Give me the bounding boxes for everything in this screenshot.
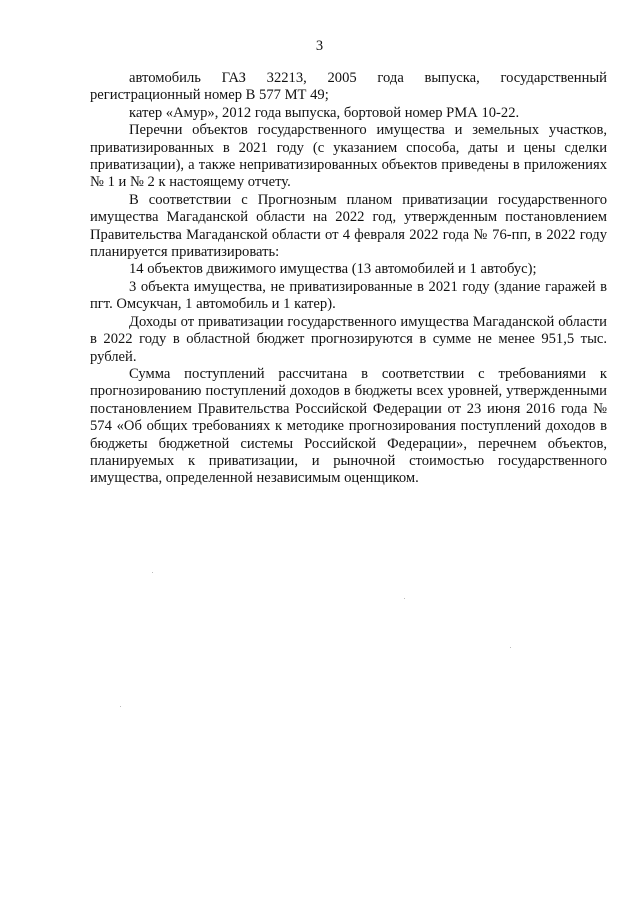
scan-speck: [404, 598, 405, 599]
scan-speck: [152, 572, 153, 573]
paragraph-movable-property: 14 объектов движимого имущества (13 автомобилей и 1 автобус);: [129, 261, 537, 278]
paragraph-privatized-lists: Перечни объектов государственного имущества и земельных участков, приватизированных в 2021 году (с указанием способа, даты и цены сделки приватизации), а также неприватизированных объектов приведены в приложениях № 1 и № 2 к настоящему отчету.: [90, 122, 607, 191]
scan-speck: [510, 647, 511, 648]
paragraph-unprivatized-objects: 3 объекта имущества, не приватизированные в 2021 году (здание гаражей в пгт. Омсукчан, 1 автомобиль и 1 катер).: [90, 278, 607, 313]
scan-speck: [120, 706, 121, 707]
paragraph-vehicle-gaz: автомобиль ГАЗ 32213, 2005 года выпуска, государственный регистрационный номер В 577 МТ 49;: [90, 70, 607, 104]
document-body: [90, 70, 607, 488]
page-number: 3: [315, 38, 324, 54]
paragraph-revenue-calculation: Сумма поступлений рассчитана в соответствии с требованиями к прогнозированию поступлений доходов в бюджеты всех уровней, утвержденными постановлением Правительства Российской Федерации от 23 июня 2016 года № 574 «Об общих требованиях к методике прогнозирования поступлений доходов в бюджеты бюджетной системы Российской Федерации», перечнем объектов, планируемых к приватизации, и рыночной стоимостью государственного имущества, определенной независимым оценщиком.: [90, 365, 607, 487]
paragraph-boat-amur: катер «Амур», 2012 года выпуска, бортовой номер РМА 10-22.: [129, 104, 520, 121]
paragraph-privatization-income: Доходы от приватизации государственного имущества Магаданской области в 2022 году в областной бюджет прогнозируются в сумме не менее 951,5 тыс. рублей.: [90, 313, 607, 365]
paragraph-forecast-plan: В соответствии с Прогнозным планом приватизации государственного имущества Магаданской области на 2022 год, утвержденным постановлением Правительства Магаданской области от 4 февраля 2022 года № 76-пп, в 2022 году планируется приватизировать:: [90, 191, 607, 261]
